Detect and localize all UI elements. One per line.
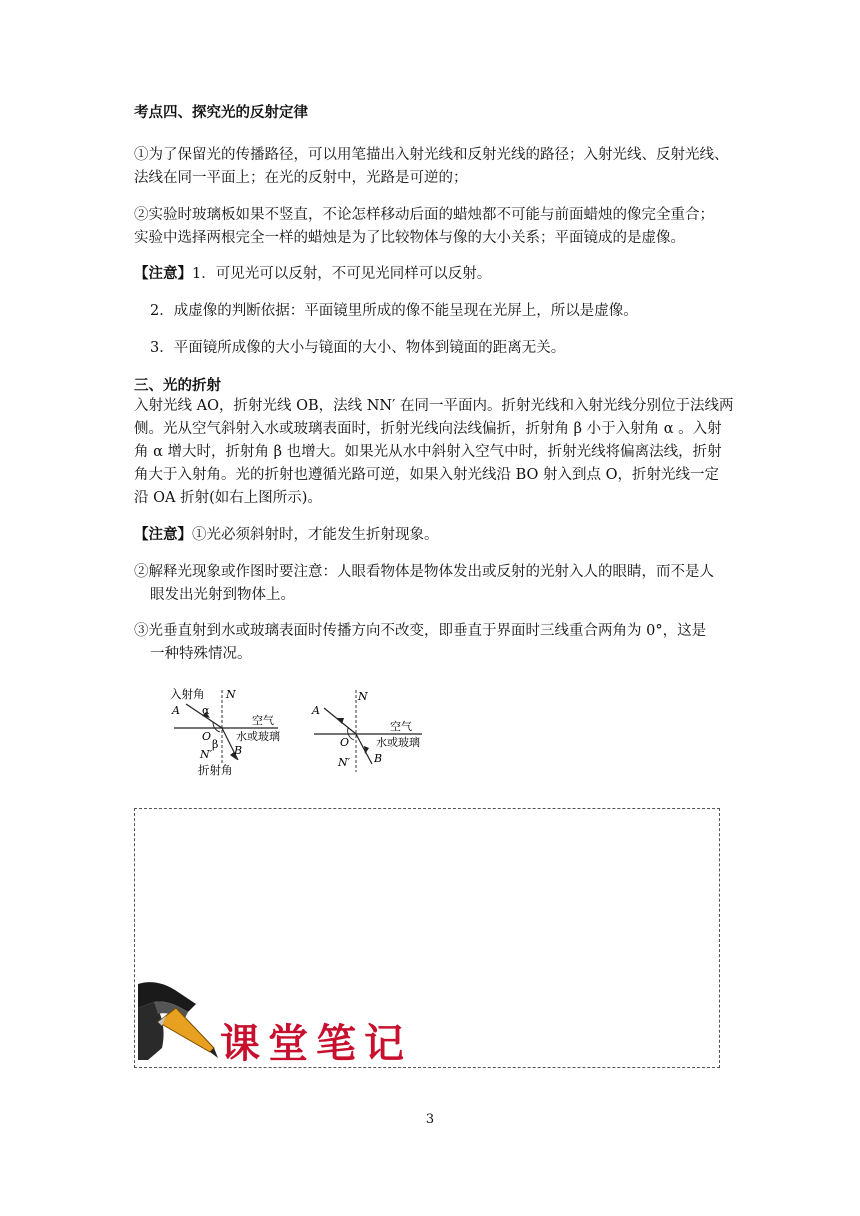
note-3: 3．平面镜所成像的大小与镜面的大小、物体到镜面的距离无关。 — [150, 340, 566, 356]
pencil-icon — [136, 978, 220, 1064]
note-1 — [134, 264, 491, 284]
fig2-label-water: 水或玻璃 — [376, 736, 420, 749]
para2-line1: ②实验时玻璃板如果不竖直，不论怎样移动后面的蜡烛都不可能与前面蜡烛的像完全重合； — [134, 207, 714, 223]
fig1-label-o: O — [202, 730, 212, 743]
refraction-diagram-2 — [310, 684, 446, 780]
note2-item2-line1: ②解释光现象或作图时要注意：人眼看物体是物体发出或反射的光射入人的眼睛，而不是人 — [134, 564, 714, 580]
fig1-label-a: A — [172, 704, 180, 717]
note2-label: 【注意】 — [134, 527, 192, 543]
section4-title: 考点四、探究光的反射定律 — [134, 105, 308, 121]
fig1-label-n: N — [226, 688, 236, 701]
page-number: 3 — [425, 1112, 435, 1127]
section3-title: 三、光的折射 — [134, 378, 221, 394]
note-1-text: 1．可见光可以反射，不可见光同样可以反射。 — [192, 266, 492, 282]
note2-item3-line1: ③光垂直射到水或玻璃表面时传播方向不改变，即垂直于界面时三线重合两角为 0°，这是 — [134, 623, 707, 639]
note2-item3-line2: 一种特殊情况。 — [150, 646, 252, 662]
note2-item2-line2: 眼发出光射到物体上。 — [150, 587, 295, 603]
fig1-label-beta: β — [212, 738, 219, 751]
fig1-refraction-angle-label: 折射角 — [198, 763, 233, 777]
para2-line2: 实验中选择两根完全一样的蜡烛是为了比较物体与像的大小关系；平面镜成的是虚像。 — [134, 230, 685, 246]
refraction-line5: 沿 OA 折射(如右上图所示)。 — [134, 490, 322, 506]
fig2-label-air: 空气 — [390, 720, 412, 733]
fig1-label-nprime: N′ — [200, 748, 213, 761]
fig2-label-a: A — [312, 704, 320, 717]
refraction-line1: 入射光线 AO，折射光线 OB，法线 NN′ 在同一平面内。折射光线和入射光线分别位于法线两 — [134, 398, 734, 414]
fig1-label-air: 空气 — [252, 714, 274, 727]
note2-item1-text: ①光必须斜射时，才能发生折射现象。 — [192, 527, 439, 543]
refraction-line4: 角大于入射角。光的折射也遵循光路可逆，如果入射光线沿 BO 射入到点 O，折射光线一定 — [134, 467, 720, 483]
fig1-label-alpha: α — [202, 704, 210, 717]
fig1-label-water: 水或玻璃 — [236, 730, 280, 743]
fig1-label-b: B — [234, 744, 243, 757]
fig2-label-o: O — [340, 736, 350, 749]
note-2: 2．成虚像的判断依据：平面镜里所成的像不能呈现在光屏上，所以是虚像。 — [150, 303, 638, 319]
note2-item1 — [134, 525, 439, 545]
note-label: 【注意】 — [134, 266, 192, 282]
para1-line1: ①为了保留光的传播路径，可以用笔描出入射光线和反射光线的路径；入射光线、反射光线、 — [134, 147, 729, 163]
para1-line2: 法线在同一平面上；在光的反射中，光路是可逆的； — [134, 170, 468, 186]
refraction-line3: 角 α 增大时，折射角 β 也增大。如果光从水中斜射入空气中时，折射光线将偏离法线，折射 — [134, 444, 722, 460]
fig1-incidence-angle-label: 入射角 — [170, 687, 205, 701]
fig2-label-b: B — [374, 752, 383, 765]
fig2-label-nprime: N′ — [338, 756, 351, 769]
refraction-line2: 侧。光从空气斜射入水或玻璃表面时，折射光线向法线偏折，折射角 β 小于入射角 α 。入射 — [134, 421, 722, 437]
refraction-diagram-1 — [166, 684, 302, 780]
class-notes-title: 课堂笔记 — [220, 1020, 412, 1067]
fig2-label-n: N — [358, 690, 368, 703]
